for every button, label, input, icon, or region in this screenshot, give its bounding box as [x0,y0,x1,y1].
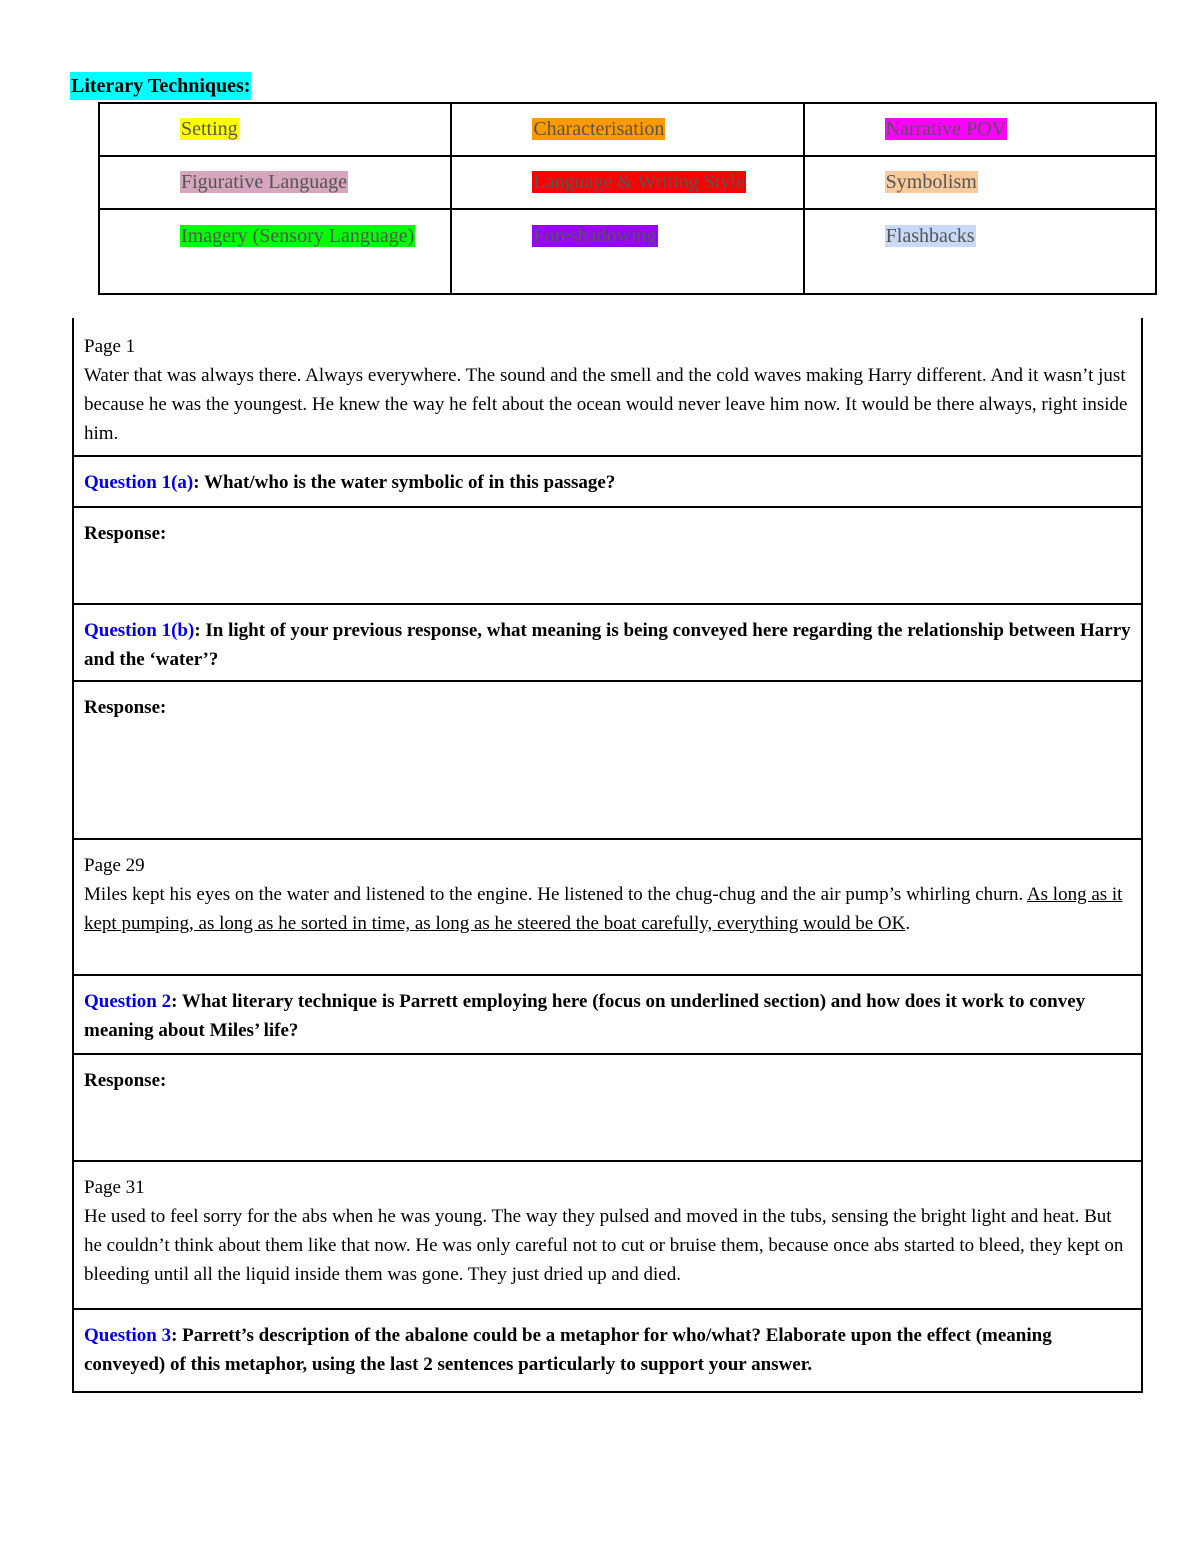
response-1b[interactable] [74,680,1141,839]
technique-characterisation: Characterisation [533,118,665,140]
question-text: : In light of your previous response, what meaning is being conveyed here regarding the relationship between Harry and the ‘water’? [84,620,1131,670]
question-text: : What literary technique is Parrett employing here (focus on underlined section) and how does it work to convey meaning about Miles’ life? [84,991,1086,1041]
technique-cell [451,103,803,156]
technique-cell [804,156,1156,209]
technique-cell [99,156,451,209]
passage-page-31 [74,1160,1141,1310]
technique-cell [99,103,451,156]
passage-page-29 [74,838,1141,975]
question-text: : What/who is the water symbolic of in this passage? [193,472,616,493]
passage-text [84,880,1131,938]
question-label: Question 2 [84,991,172,1012]
passage-page-number: Page 31 [84,1177,145,1198]
response-label: Response: [84,523,167,544]
passage-page-1 [74,318,1141,455]
question-3 [74,1308,1141,1391]
question-label: Question 1(b) [84,620,195,641]
passage-page-number: Page 29 [84,855,145,876]
question-2 [74,974,1141,1055]
passage-text-plain: Miles kept his eyes on the water and listened to the engine. He listened to the chug-chug and the air pump’s whirling churn. [84,884,1027,905]
technique-setting: Setting [181,118,238,140]
question-label: Question 3 [84,1325,172,1346]
passage-text: He used to feel sorry for the abs when he was young. The way they pulsed and moved in the tubs, sensing the bright light and heat. But he couldn’t think about them like that now. He was only careful not to cut or bruise them, because once abs started to bleed, they kept on bleeding until all the liquid inside them was gone. They just dried up and died. [84,1206,1124,1285]
passage-text-end: . [905,913,911,934]
technique-language-writing-style: Language & Writing Style [533,171,745,193]
passage-text: Water that was always there. Always everywhere. The sound and the smell and the cold waves making Harry different. And it wasn’t just because he was the youngest. He knew the way he felt about the ocean would never leave him now. It would be there always, right inside him. [84,365,1128,444]
technique-cell [99,209,451,294]
technique-imagery: Imagery (Sensory Language) [181,225,415,247]
question-label: Question 1(a) [84,472,194,493]
response-2[interactable] [74,1053,1141,1162]
question-1a [74,455,1141,506]
passage-page-number: Page 1 [84,336,136,357]
techniques-table [98,102,1157,295]
technique-cell [804,209,1156,294]
technique-foreshadowing: Foreshadowing [533,225,657,247]
passage-text-underlined: As long as it kept pumping, as long as he sorted in time, as long as he steered the boat carefully, everything would be OK [84,884,1123,934]
technique-narrative-pov: Narrative POV [885,118,1007,140]
technique-cell [451,156,803,209]
technique-cell [804,103,1156,156]
response-label: Response: [84,1070,167,1091]
question-1b [74,603,1141,682]
technique-flashbacks: Flashbacks [885,225,975,247]
page-heading: Literary Techniques: [70,72,251,100]
technique-symbolism: Symbolism [885,171,977,193]
response-label: Response: [84,697,167,718]
worksheet-table [72,318,1143,1393]
technique-cell [451,209,803,294]
technique-figurative-language: Figurative Language [181,171,348,193]
response-1a[interactable] [74,506,1141,603]
question-text: : Parrett’s description of the abalone could be a metaphor for who/what? Elaborate upon the effect (meaning conveyed) of this metaphor, using the last 2 sentences particularly to support your answer. [84,1325,1052,1375]
